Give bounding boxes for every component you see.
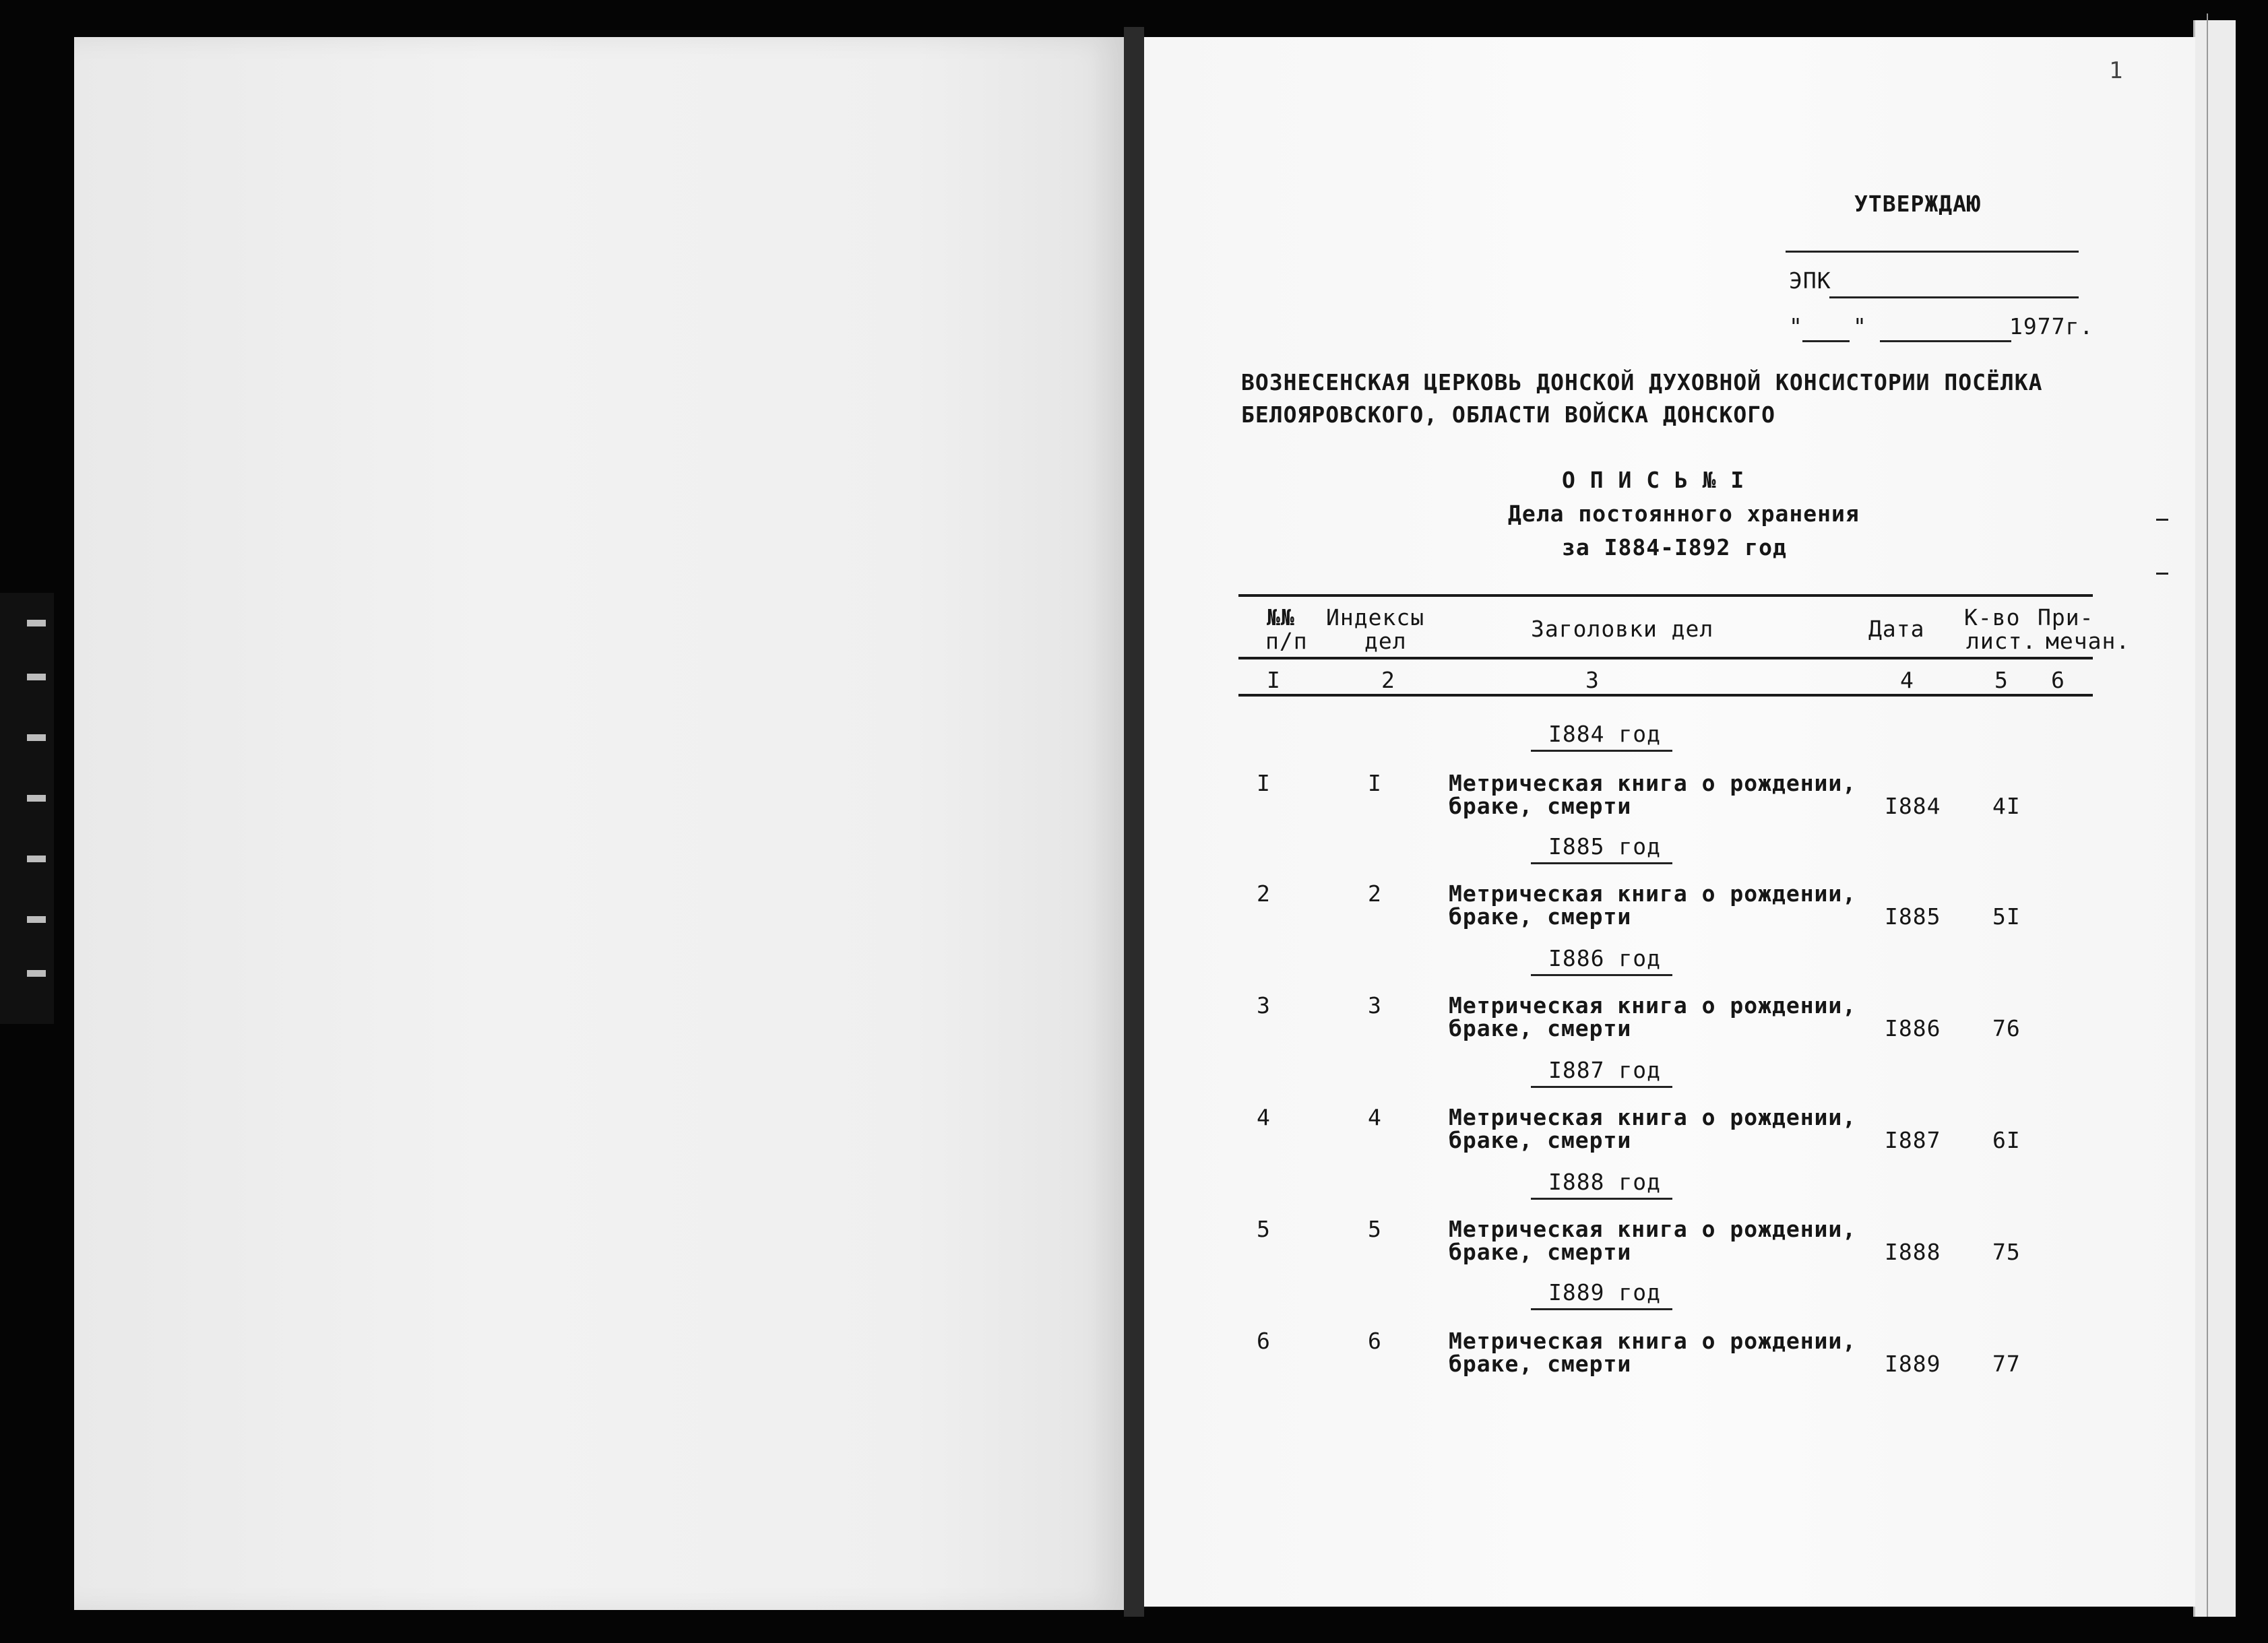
row-title-1: Метрическая книга о рождении, bbox=[1449, 1216, 1857, 1242]
row-sheets: 5I bbox=[1992, 903, 2021, 930]
row-title-2: браке, смерти bbox=[1449, 1351, 1632, 1377]
left-blank-page bbox=[74, 37, 1125, 1610]
year-underline bbox=[1531, 974, 1672, 976]
row-index: 6 bbox=[1368, 1328, 1382, 1354]
row-number: 2 bbox=[1257, 880, 1271, 907]
date-quote-right: " bbox=[1853, 313, 1867, 340]
approval-title: УТВЕРЖДАЮ bbox=[1854, 191, 1981, 217]
book-gutter bbox=[1124, 27, 1144, 1617]
header-col2-a: Индексы bbox=[1326, 604, 1425, 631]
year-heading: I888 год bbox=[1548, 1169, 1661, 1195]
column-number: 2 bbox=[1381, 667, 1395, 693]
row-title-1: Метрическая книга о рождении, bbox=[1449, 880, 1857, 907]
year-heading: I887 год bbox=[1548, 1057, 1661, 1083]
row-title-1: Метрическая книга о рождении, bbox=[1449, 1328, 1857, 1354]
row-title-2: браке, смерти bbox=[1449, 1239, 1632, 1265]
header-col6-b: мечан. bbox=[2046, 628, 2131, 654]
date-month-line bbox=[1880, 340, 2011, 342]
folio-number: 1 bbox=[2109, 57, 2123, 84]
table-top-rule bbox=[1238, 594, 2093, 597]
margin-mark bbox=[2156, 519, 2168, 521]
row-title-1: Метрическая книга о рождении, bbox=[1449, 770, 1857, 796]
inventory-subtitle: Дела постоянного хранения bbox=[1508, 501, 1860, 527]
row-number: 6 bbox=[1257, 1328, 1271, 1354]
row-date: I888 bbox=[1885, 1239, 1941, 1265]
header-col5-a: К-во bbox=[1964, 604, 2021, 631]
row-index: 5 bbox=[1368, 1216, 1382, 1242]
header-col2-b: дел bbox=[1364, 628, 1407, 654]
margin-mark bbox=[2156, 573, 2168, 575]
row-number: 3 bbox=[1257, 992, 1271, 1019]
header-col5-b: лист. bbox=[1966, 628, 2037, 654]
row-index: 4 bbox=[1368, 1104, 1382, 1130]
row-number: 4 bbox=[1257, 1104, 1271, 1130]
column-number: 4 bbox=[1900, 667, 1914, 693]
row-title-2: браке, смерти bbox=[1449, 903, 1632, 930]
row-title-2: браке, смерти bbox=[1449, 1015, 1632, 1041]
row-date: I886 bbox=[1885, 1015, 1941, 1041]
table-header-rule bbox=[1238, 657, 2093, 659]
row-number: I bbox=[1257, 770, 1271, 796]
year-underline bbox=[1531, 862, 1672, 864]
approval-year: 1977г. bbox=[2009, 313, 2094, 340]
inventory-page bbox=[1144, 37, 2195, 1607]
row-date: I887 bbox=[1885, 1127, 1941, 1153]
date-day-line bbox=[1802, 340, 1850, 342]
page-edges-inner bbox=[2207, 13, 2228, 1617]
row-title-1: Метрическая книга о рождении, bbox=[1449, 1104, 1857, 1130]
epk-line bbox=[1829, 296, 2079, 298]
year-heading: I889 год bbox=[1548, 1279, 1661, 1306]
epk-label: ЭПК bbox=[1789, 267, 1831, 294]
row-date: I884 bbox=[1885, 793, 1941, 819]
column-number: I bbox=[1267, 667, 1281, 693]
row-index: 3 bbox=[1368, 992, 1382, 1019]
date-quote-left: " bbox=[1789, 313, 1803, 340]
row-index: I bbox=[1368, 770, 1382, 796]
table-numbers-rule bbox=[1238, 694, 2093, 697]
column-number: 6 bbox=[2051, 667, 2065, 693]
year-underline bbox=[1531, 1198, 1672, 1200]
row-number: 5 bbox=[1257, 1216, 1271, 1242]
inventory-title: О П И С Ь № I bbox=[1562, 467, 1745, 493]
row-date: I889 bbox=[1885, 1351, 1941, 1377]
header-line-2: БЕЛОЯРОВСКОГО, ОБЛАСТИ ВОЙСКА ДОНСКОГО bbox=[1241, 401, 1775, 428]
row-sheets: 76 bbox=[1992, 1015, 2021, 1041]
column-number: 3 bbox=[1585, 667, 1600, 693]
header-col4: Дата bbox=[1868, 616, 1925, 642]
header-col6-a: При- bbox=[2038, 604, 2094, 631]
row-sheets: 6I bbox=[1992, 1127, 2021, 1153]
row-title-2: браке, смерти bbox=[1449, 793, 1632, 819]
row-date: I885 bbox=[1885, 903, 1941, 930]
binding-edge bbox=[0, 593, 54, 1024]
year-heading: I884 год bbox=[1548, 721, 1661, 747]
row-title-1: Метрическая книга о рождении, bbox=[1449, 992, 1857, 1019]
header-line-1: ВОЗНЕСЕНСКАЯ ЦЕРКОВЬ ДОНСКОЙ ДУХОВНОЙ КОНСИСТОРИИ ПОСЁЛКА bbox=[1241, 369, 2043, 395]
header-col1-a: №№ bbox=[1267, 604, 1295, 631]
row-sheets: 4I bbox=[1992, 793, 2021, 819]
year-heading: I886 год bbox=[1548, 945, 1661, 971]
row-sheets: 75 bbox=[1992, 1239, 2021, 1265]
year-underline bbox=[1531, 1086, 1672, 1088]
row-title-2: браке, смерти bbox=[1449, 1127, 1632, 1153]
year-heading: I885 год bbox=[1548, 833, 1661, 860]
approval-signature-line bbox=[1786, 251, 2079, 253]
header-col1-b: п/п bbox=[1265, 628, 1308, 654]
inventory-period: за I884-I892 год bbox=[1562, 534, 1787, 560]
row-index: 2 bbox=[1368, 880, 1382, 907]
year-underline bbox=[1531, 750, 1672, 752]
year-underline bbox=[1531, 1308, 1672, 1310]
column-number: 5 bbox=[1994, 667, 2009, 693]
row-sheets: 77 bbox=[1992, 1351, 2021, 1377]
header-col3: Заголовки дел bbox=[1531, 616, 1714, 642]
